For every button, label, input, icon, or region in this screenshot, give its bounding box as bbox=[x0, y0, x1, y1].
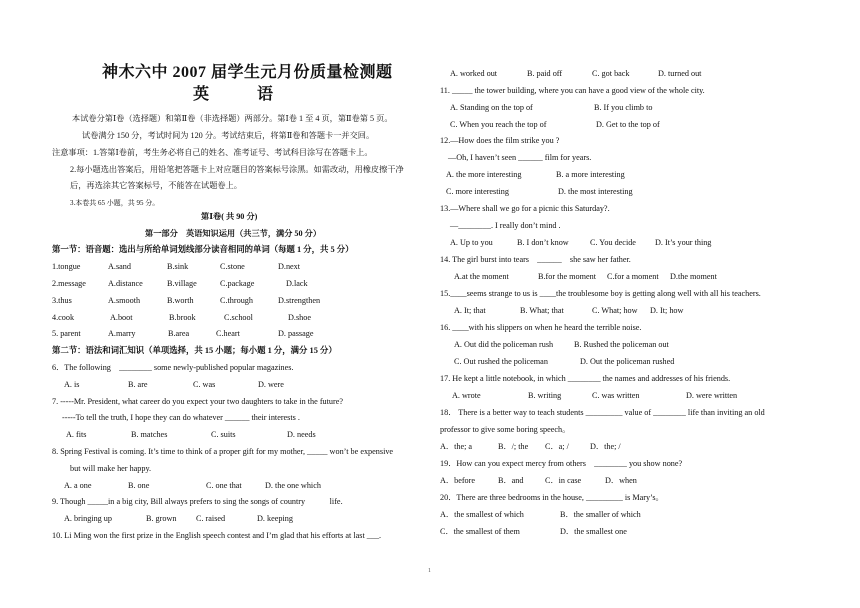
phonetic-word: 4.cook bbox=[52, 313, 75, 322]
question-14: 14. The girl burst into tears ______ she saw her father. bbox=[440, 255, 631, 264]
phonetic-option: B.sink bbox=[167, 262, 189, 271]
question-8b: but will make her happy. bbox=[70, 464, 152, 473]
q18-option-b: B．/; the bbox=[498, 442, 529, 451]
q10-option-c: C. got back bbox=[592, 69, 630, 78]
phonetic-word: 5. parent bbox=[52, 329, 81, 338]
q13-option-b: B. I don’t know bbox=[517, 238, 569, 247]
q15-option-b: B. What; that bbox=[520, 306, 564, 315]
question-11: 11. _____ the tower building, where you can have a good view of the whole city. bbox=[440, 86, 705, 95]
question-19: 19．How can you expect mercy from others ________ you show none? bbox=[440, 459, 683, 468]
q14-option-a: A.at the moment bbox=[454, 272, 509, 281]
q7-option-b: B. matches bbox=[131, 430, 168, 439]
phonetic-option: C.school bbox=[224, 313, 253, 322]
q13-option-a: A. Up to you bbox=[450, 238, 493, 247]
phonetic-option: B.village bbox=[167, 279, 197, 288]
phonetic-option: D.next bbox=[278, 262, 301, 271]
question-8a: 8. Spring Festival is coming. It’s time to think of a proper gift for my mother, _____ won’t be expensive bbox=[52, 447, 394, 456]
q10-option-d: D. turned out bbox=[658, 69, 702, 78]
q6-option-a: A. is bbox=[64, 380, 80, 389]
q15-option-a: A. It; that bbox=[454, 306, 486, 315]
question-10: 10. Li Ming won the first prize in the English speech contest and I’m glad that his efforts at last ___. bbox=[52, 531, 382, 540]
q19-option-a: A．before bbox=[440, 476, 476, 485]
q20-option-a: A．the smallest of which bbox=[440, 510, 524, 519]
q19-option-d: D．when bbox=[605, 476, 637, 485]
phonetic-word: 1.tongue bbox=[52, 262, 81, 271]
notes-line-2: 2.每小题选出答案后，用铅笔把答题卡上对应题目的答案标号涂黑。如需改动，用橡皮擦干净 bbox=[70, 165, 404, 174]
q18-option-c: C．a; / bbox=[545, 442, 569, 451]
question-13b: —________. I really don’t mind . bbox=[450, 221, 561, 230]
phonetic-word: 3.thus bbox=[52, 296, 72, 305]
phonetic-option: D.lack bbox=[286, 279, 308, 288]
q13-option-c: C. You decide bbox=[590, 238, 636, 247]
question-16: 16. ____with his slippers on when he heard the terrible noise. bbox=[440, 323, 642, 332]
question-6: 6．The following ________ some newly-published popular magazines. bbox=[52, 363, 294, 372]
q6-option-b: B. are bbox=[128, 380, 148, 389]
notes-line-1: 注意事项：1.答第Ⅰ卷前，考生务必将自己的姓名、准考证号、考试科目涂写在答题卡上。 bbox=[52, 148, 373, 157]
q12-option-b: B. a more interesting bbox=[556, 170, 625, 179]
q8-option-d: D. the one which bbox=[265, 481, 321, 490]
q14-option-d: D.the moment bbox=[670, 272, 717, 281]
section2-header: 第二节：语法和词汇知识（单项选择，共 15 小题；每小题 1 分，满分 15 分） bbox=[52, 346, 337, 355]
q11-option-b: B. If you climb to bbox=[594, 103, 653, 112]
phonetic-option: A.smooth bbox=[108, 296, 141, 305]
q9-option-c: C. raised bbox=[196, 514, 226, 523]
phonetic-option: A.sand bbox=[108, 262, 131, 271]
phonetic-option: B.brook bbox=[169, 313, 196, 322]
q8-option-c: C. one that bbox=[206, 481, 242, 490]
question-12a: 12.—How does the film strike you ? bbox=[440, 136, 560, 145]
phonetic-option: C.stone bbox=[220, 262, 245, 271]
q7-option-d: D. needs bbox=[287, 430, 316, 439]
q11-option-d: D. Get to the top of bbox=[596, 120, 660, 129]
q11-option-a: A. Standing on the top of bbox=[450, 103, 533, 112]
phonetic-option: D.strengthen bbox=[278, 296, 321, 305]
question-17: 17. He kept a little notebook, in which ________ the names and addresses of his friends. bbox=[440, 374, 731, 383]
exam-title: 神木六中 2007 届学生元月份质量检测题 bbox=[102, 64, 393, 81]
question-18a: 18． There is a better way to teach students _________ value of ________ life than inviting an old bbox=[440, 408, 765, 417]
subject-title: 英 语 bbox=[193, 86, 274, 103]
phonetic-option: B.worth bbox=[167, 296, 194, 305]
q12-option-d: D. the most interesting bbox=[558, 187, 633, 196]
phonetic-option: B.area bbox=[168, 329, 190, 338]
q14-option-b: B.for the moment bbox=[538, 272, 596, 281]
phonetic-option: A.distance bbox=[108, 279, 143, 288]
page-number: 1 bbox=[428, 568, 431, 574]
q17-option-a: A. wrote bbox=[452, 391, 481, 400]
intro-line-1: 本试卷分第Ⅰ卷（选择题）和第Ⅱ卷（非选择题）两部分。第Ⅰ卷 1 至 4 页，第Ⅱ卷第 5 页。 bbox=[72, 114, 393, 123]
q9-option-b: B. grown bbox=[146, 514, 177, 523]
phonetic-option: D.shoe bbox=[288, 313, 311, 322]
phonetic-option: C.heart bbox=[216, 329, 240, 338]
question-7a: 7. -----Mr. President, what career do you expect your two daughters to take in the future? bbox=[52, 397, 344, 406]
q20-option-c: C．the smallest of them bbox=[440, 527, 520, 536]
q7-option-a: A. fits bbox=[66, 430, 87, 439]
q12-option-a: A. the more interesting bbox=[446, 170, 522, 179]
q17-option-d: D. were written bbox=[686, 391, 738, 400]
intro-line-2: 试卷满分 150 分，考试时间为 120 分。考试结束后，将第Ⅱ卷和答题卡一并交回。 bbox=[82, 131, 375, 140]
q15-option-c: C. What; how bbox=[592, 306, 638, 315]
q16-option-a: A. Out did the policeman rush bbox=[454, 340, 554, 349]
notes-line-3: 后，再选涂其它答案标号，不能答在试题卷上。 bbox=[70, 181, 242, 190]
q16-option-c: C. Out rushed the policeman bbox=[454, 357, 548, 366]
phonetic-option: A.marry bbox=[108, 329, 136, 338]
question-15: 15.____seems strange to us is ____the troublesome boy is getting along well with all his teachers. bbox=[440, 289, 761, 298]
q19-option-b: B．and bbox=[498, 476, 524, 485]
q11-option-c: C. When you reach the top of bbox=[450, 120, 547, 129]
section1-header: 第一节：语音题：选出与所给单词划线部分读音相同的单词（每题 1 分，共 5 分） bbox=[52, 245, 354, 254]
question-9: 9. Though _____in a big city, Bill always prefers to sing the songs of country life. bbox=[52, 497, 343, 506]
q7-option-c: C. suits bbox=[211, 430, 236, 439]
phonetic-option: C.package bbox=[220, 279, 255, 288]
phonetic-option: A.boot bbox=[110, 313, 133, 322]
q8-option-b: B. one bbox=[128, 481, 150, 490]
q18-option-d: D．the; / bbox=[590, 442, 621, 451]
q12-option-c: C. more interesting bbox=[446, 187, 509, 196]
q18-option-a: A．the; a bbox=[440, 442, 473, 451]
q10-option-b: B. paid off bbox=[527, 69, 563, 78]
q20-option-b: B．the smaller of which bbox=[560, 510, 641, 519]
q9-option-a: A. bringing up bbox=[64, 514, 112, 523]
question-18b: professor to give some boring speech。 bbox=[440, 425, 571, 434]
q10-option-a: A. worked out bbox=[450, 69, 498, 78]
q9-option-d: D. keeping bbox=[257, 514, 293, 523]
notes-line-4: 3.本卷共 65 小题，共 95 分。 bbox=[70, 199, 160, 207]
part1-header: 第Ⅰ卷( 共 90 分) bbox=[201, 212, 258, 221]
q8-option-a: A. a one bbox=[64, 481, 92, 490]
q17-option-c: C. was written bbox=[592, 391, 640, 400]
phonetic-word: 2.message bbox=[52, 279, 86, 288]
q16-option-d: D. Out the policeman rushed bbox=[580, 357, 675, 366]
q17-option-b: B. writing bbox=[528, 391, 562, 400]
part1-subheader: 第一部分 英语知识运用（共三节，满分 50 分） bbox=[145, 229, 322, 238]
phonetic-option: C.through bbox=[220, 296, 253, 305]
q15-option-d: D. It; how bbox=[650, 306, 684, 315]
q20-option-d: D．the smallest one bbox=[560, 527, 627, 536]
q14-option-c: C.for a moment bbox=[607, 272, 659, 281]
phonetic-option: D. passage bbox=[278, 329, 314, 338]
q19-option-c: C．in case bbox=[545, 476, 582, 485]
q13-option-d: D. It’s your thing bbox=[655, 238, 712, 247]
question-20: 20．There are three bedrooms in the house, _________ is Mary’s。 bbox=[440, 493, 664, 502]
q16-option-b: B. Rushed the policeman out bbox=[574, 340, 669, 349]
question-12b: —Oh, I haven’t seen ______ film for years. bbox=[448, 153, 592, 162]
question-13a: 13.—Where shall we go for a picnic this Saturday?. bbox=[440, 204, 610, 213]
q6-option-c: C. was bbox=[193, 380, 216, 389]
question-7b: -----To tell the truth, I hope they can do whatever ______ their interests . bbox=[62, 413, 300, 422]
q6-option-d: D. were bbox=[258, 380, 284, 389]
